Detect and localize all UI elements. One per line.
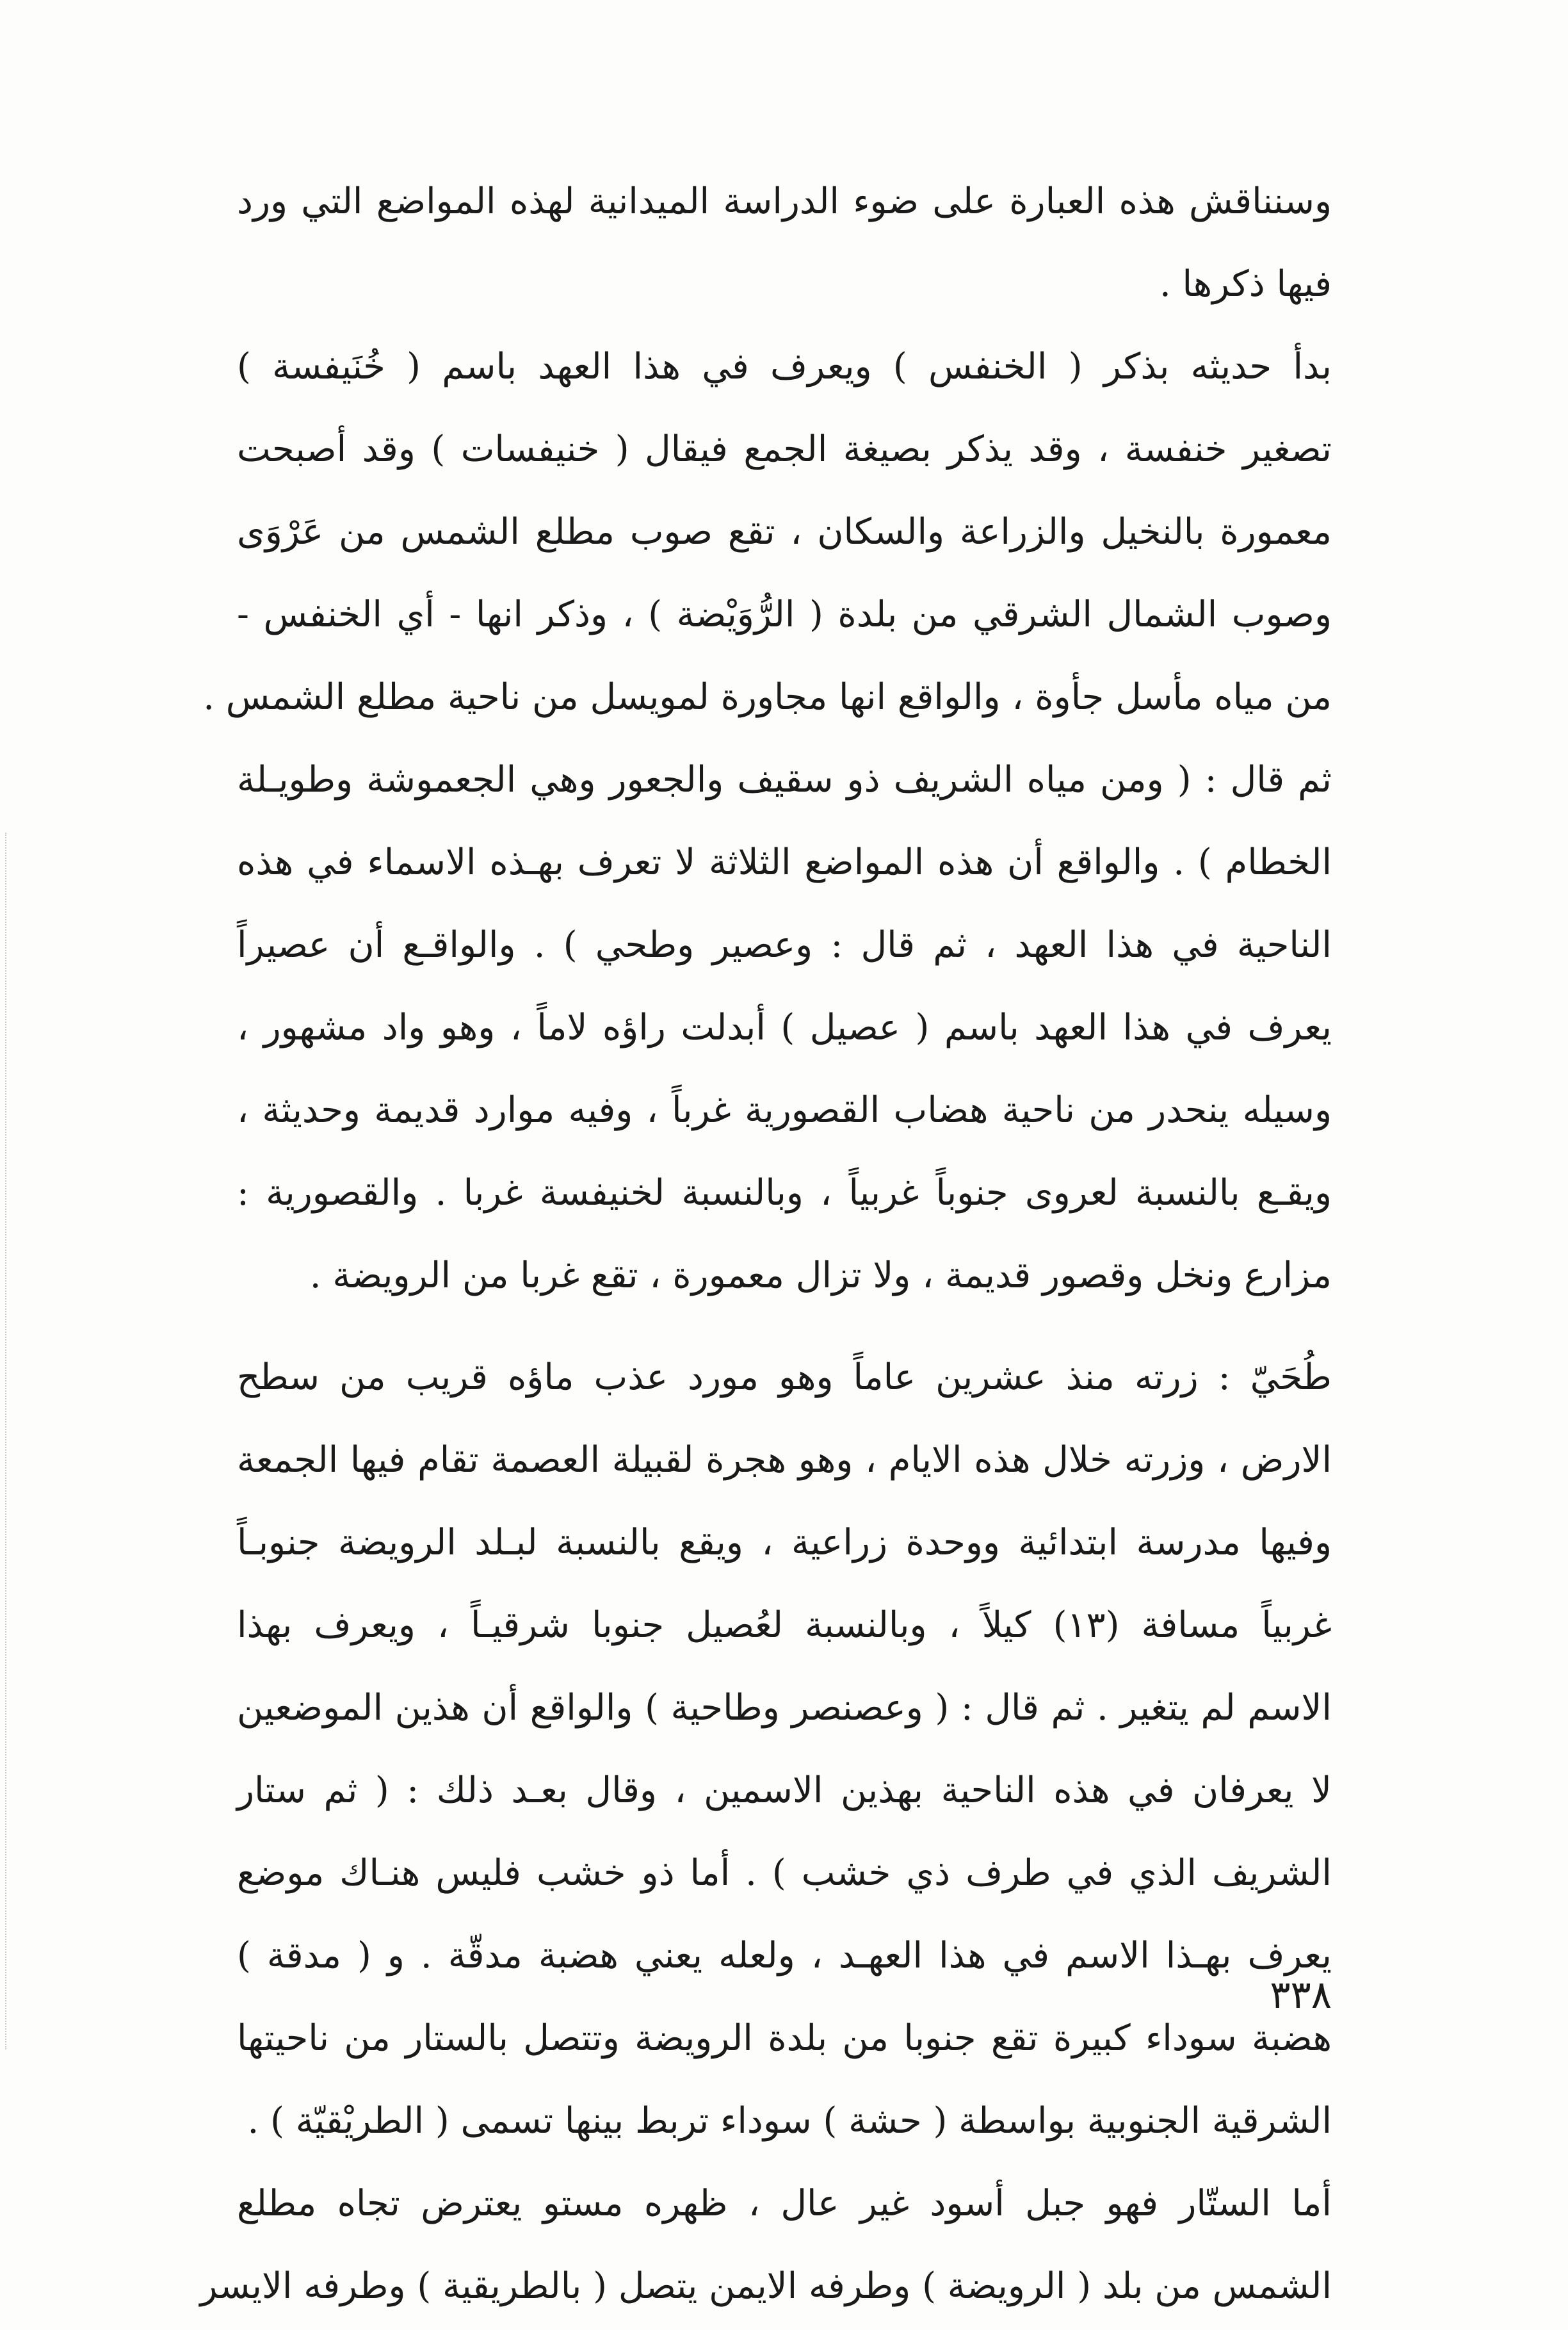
text-line: ثم قال : ( ومن مياه الشريف ذو سقيف والجعور وهي الجعموشة وطويـلة — [237, 759, 1332, 801]
text-line: تصغير خنفسة ، وقد يذكر بصيغة الجمع فيقال ( خنيفسات ) وقد أصبحت — [237, 428, 1332, 470]
paragraph-1 — [237, 160, 1332, 325]
text-line: الشمس من بلد ( الرويضة ) وطرفه الايمن يتصل ( بالطريقية ) وطرفه الايسر — [200, 2265, 1332, 2307]
text-line: الشريف الذي في طرف ذي خشب ) . أما ذو خشب فليس هنـاك موضع — [237, 1852, 1332, 1894]
text-line: من مياه مأسل جأوة ، والواقع انها مجاورة لمويسل من ناحية مطلع الشمس . — [203, 676, 1332, 718]
scan-margin-marks — [5, 833, 9, 2049]
text-line: طُحَيّ : زرته منذ عشرين عاماً وهو مورد عذب ماؤه قريب من سطح — [237, 1356, 1332, 1398]
paragraph-3 — [237, 1336, 1332, 2162]
text-line: يعرف بهـذا الاسم في هذا العهـد ، ولعله يعني هضبة مدقّة . و ( مدقة ) — [237, 1935, 1332, 1976]
paragraph-2 — [203, 325, 1332, 1317]
text-line: ويقـع بالنسبة لعروى جنوباً غربياً ، وبالنسبة لخنيفسة غربا . والقصورية : — [237, 1172, 1332, 1214]
text-line: الخطام ) . والواقع أن هذه المواضع الثلاثة لا تعرف بهـذه الاسماء في هذه — [237, 842, 1332, 883]
text-line: فيها ذكرها . — [1159, 263, 1332, 305]
text-line: غربياً مسافة (١٣) كيلاً ، وبالنسبة لعُصيل جنوبا شرقيـاً ، ويعرف بهذا — [237, 1604, 1332, 1646]
text-line: وسيله ينحدر من ناحية هضاب القصورية غرباً ، وفيه موارد قديمة وحديثة ، — [237, 1089, 1332, 1131]
text-line: الناحية في هذا العهد ، ثم قال : وعصير وطحي ) . والواقـع أن عصيراً — [237, 924, 1332, 966]
text-line: هضبة سوداء كبيرة تقع جنوبا من بلدة الرويضة وتتصل بالستار من ناحيتها — [237, 2017, 1332, 2059]
text-line: أما الستّار فهو جبل أسود غير عال ، ظهره مستو يعترض تجاه مطلع — [237, 2183, 1332, 2224]
page-number: ٣٣٨ — [1270, 1973, 1332, 2017]
text-line: معمورة بالنخيل والزراعة والسكان ، تقع صوب مطلع الشمس من عَرْوَى — [237, 511, 1332, 553]
text-line: الشرقية الجنوبية بواسطة ( حشة ) سوداء تربط بينها تسمى ( الطريْقيّة ) . — [247, 2100, 1332, 2142]
paragraph-spacer — [237, 1317, 1332, 1336]
text-line: وصوب الشمال الشرقي من بلدة ( الرُّوَيْضة ) ، وذكر انها - أي الخنفس - — [237, 594, 1332, 635]
text-line: وفيها مدرسة ابتدائية ووحدة زراعية ، ويقع بالنسبة لبـلد الرويضة جنوبـاً — [237, 1522, 1332, 1563]
text-line: بدأ حديثه بذكر ( الخنفس ) ويعرف في هذا العهد باسم ( خُنَيفسة ) — [237, 346, 1332, 387]
text-line: يعرف في هذا العهد باسم ( عصيل ) أبدلت راؤه لاماً ، وهو واد مشهور ، — [237, 1007, 1332, 1048]
text-line: الاسم لم يتغير . ثم قال : ( وعصنصر وطاحية ) والواقع أن هذين الموضعين — [237, 1687, 1332, 1729]
text-line: مزارع ونخل وقصور قديمة ، ولا تزال معمورة ، تقع غربا من الرويضة . — [309, 1255, 1332, 1296]
paragraph-4 — [200, 2162, 1332, 2327]
body-text — [200, 160, 1332, 2327]
text-line: لا يعرفان في هذه الناحية بهذين الاسمين ، وقال بعـد ذلك : ( ثم ستار — [237, 1770, 1332, 1811]
text-line: الارض ، وزرته خلال هذه الايام ، وهو هجرة لقبيلة العصمة تقام فيها الجمعة — [237, 1439, 1332, 1481]
text-line: وسنناقش هذه العبارة على ضوء الدراسة الميدانية لهذه المواضع التي ورد — [237, 181, 1332, 222]
